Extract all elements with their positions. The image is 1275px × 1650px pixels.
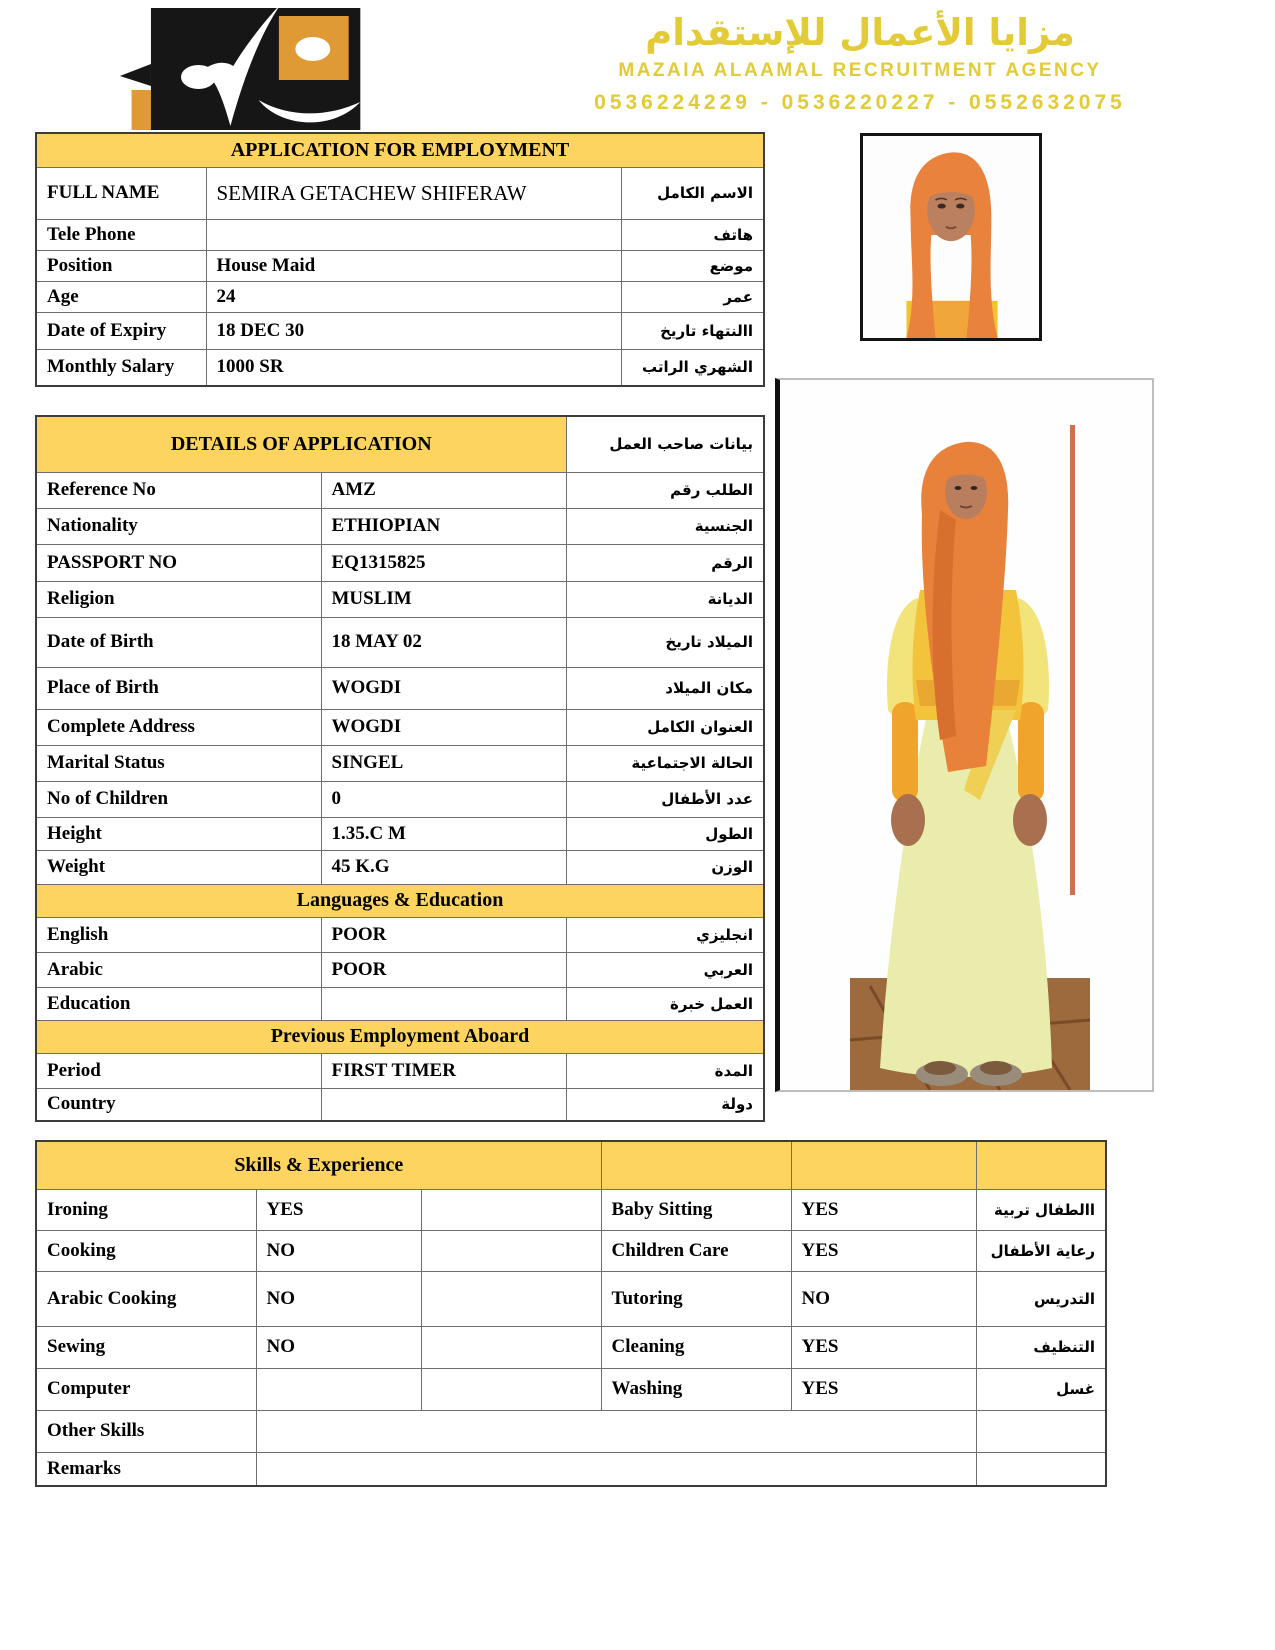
details-table-title-arabic: بيانات صاحب العمل: [566, 416, 764, 472]
field-label-arabic: الطلب رقم: [566, 472, 764, 508]
field-label: Place of Birth: [36, 667, 321, 709]
field-value: EQ1315825: [321, 544, 566, 581]
agency-name-english: MAZAIA ALAAMAL RECRUITMENT AGENCY: [618, 59, 1102, 81]
field-value: 0: [321, 781, 566, 817]
empty-cell: [976, 1452, 1106, 1486]
field-value: SINGEL: [321, 745, 566, 781]
skills-header-spacer: [791, 1141, 976, 1189]
employment-table-title: APPLICATION FOR EMPLOYMENT: [36, 133, 764, 167]
skill-value: NO: [256, 1326, 421, 1368]
skill-label: Arabic Cooking: [36, 1271, 256, 1326]
field-value: House Maid: [206, 250, 621, 281]
field-label: Age: [36, 281, 206, 312]
field-value: FIRST TIMER: [321, 1053, 566, 1088]
field-label: Monthly Salary: [36, 349, 206, 386]
field-value: 45 K.G: [321, 850, 566, 884]
empty-cell: [976, 1410, 1106, 1452]
table-row: [36, 1410, 1106, 1452]
skills-header-spacer: [601, 1141, 791, 1189]
field-label: Arabic: [36, 952, 321, 987]
table-row: [36, 508, 764, 544]
empty-cell: [421, 1326, 601, 1368]
field-label-arabic: الجنسية: [566, 508, 764, 544]
table-row: [36, 349, 764, 386]
field-value: POOR: [321, 952, 566, 987]
skill-label: Children Care: [601, 1230, 791, 1271]
table-row: [36, 617, 764, 667]
employment-table: [35, 132, 765, 387]
field-label-arabic: العمل خبرة: [566, 987, 764, 1020]
field-label-arabic: دولة: [566, 1088, 764, 1121]
table-row: [36, 709, 764, 745]
field-label: Education: [36, 987, 321, 1020]
field-label-arabic: الاسم الكامل: [621, 167, 764, 219]
field-value: [206, 219, 621, 250]
field-label-arabic: الحالة الاجتماعية: [566, 745, 764, 781]
skill-label: Washing: [601, 1368, 791, 1410]
field-value: 24: [206, 281, 621, 312]
field-label-arabic: الديانة: [566, 581, 764, 617]
table-row: [36, 250, 764, 281]
field-value: AMZ: [321, 472, 566, 508]
empty-cell: [421, 1230, 601, 1271]
applicant-passport-photo: [860, 133, 1042, 341]
field-label: Marital Status: [36, 745, 321, 781]
skill-label-arabic: التدريس: [976, 1271, 1106, 1326]
field-label: Height: [36, 817, 321, 850]
field-label: Date of Birth: [36, 617, 321, 667]
field-label-arabic: موضع: [621, 250, 764, 281]
table-row: [36, 472, 764, 508]
field-label-arabic: االنتهاء تاريخ: [621, 312, 764, 349]
field-value: 1000 SR: [206, 349, 621, 386]
field-label-arabic: العربي: [566, 952, 764, 987]
field-value: [321, 1088, 566, 1121]
field-label: Nationality: [36, 508, 321, 544]
field-label: Country: [36, 1088, 321, 1121]
field-label-arabic: المدة: [566, 1053, 764, 1088]
field-label: Complete Address: [36, 709, 321, 745]
table-row: [36, 987, 764, 1020]
skills-table-title: Skills & Experience: [36, 1141, 601, 1189]
field-label-arabic: العنوان الكامل: [566, 709, 764, 745]
field-label-arabic: عمر: [621, 281, 764, 312]
remarks-value: [256, 1452, 976, 1486]
field-label: Tele Phone: [36, 219, 206, 250]
empty-cell: [421, 1189, 601, 1230]
agency-logo-icon: [118, 4, 370, 134]
skill-value: [256, 1368, 421, 1410]
skill-value: YES: [791, 1368, 976, 1410]
table-row: [36, 1088, 764, 1121]
skill-label-arabic: رعاية الأطفال: [976, 1230, 1106, 1271]
skill-label: Sewing: [36, 1326, 256, 1368]
agency-name-arabic: مزايا الأعمال للإستقدام: [645, 11, 1075, 54]
skills-header-spacer: [976, 1141, 1106, 1189]
field-label: No of Children: [36, 781, 321, 817]
skills-table: [35, 1140, 1107, 1487]
table-row: [36, 850, 764, 884]
details-table: [35, 415, 765, 1122]
field-value: [321, 987, 566, 1020]
skill-label-arabic: التنظيف: [976, 1326, 1106, 1368]
field-label-arabic: هاتف: [621, 219, 764, 250]
field-label: Weight: [36, 850, 321, 884]
table-row: [36, 312, 764, 349]
remarks-label: Remarks: [36, 1452, 256, 1486]
languages-section-title: Languages & Education: [36, 884, 764, 917]
field-value: POOR: [321, 917, 566, 952]
table-row: [36, 1230, 1106, 1271]
field-label: FULL NAME: [36, 167, 206, 219]
skill-value: YES: [791, 1326, 976, 1368]
skill-label: Ironing: [36, 1189, 256, 1230]
table-row: [36, 1053, 764, 1088]
skill-label: Baby Sitting: [601, 1189, 791, 1230]
field-value: ETHIOPIAN: [321, 508, 566, 544]
skill-label-arabic: االطفال تربية: [976, 1189, 1106, 1230]
field-label-arabic: الطول: [566, 817, 764, 850]
skill-label-arabic: غسل: [976, 1368, 1106, 1410]
field-value: 1.35.C M: [321, 817, 566, 850]
skill-label: Tutoring: [601, 1271, 791, 1326]
field-label: Period: [36, 1053, 321, 1088]
field-label-arabic: الرقم: [566, 544, 764, 581]
field-value: 18 MAY 02: [321, 617, 566, 667]
table-row: [36, 219, 764, 250]
empty-cell: [421, 1271, 601, 1326]
field-label-arabic: الوزن: [566, 850, 764, 884]
skill-label: Cooking: [36, 1230, 256, 1271]
skill-value: NO: [791, 1271, 976, 1326]
field-label-arabic: انجليزي: [566, 917, 764, 952]
field-label: Religion: [36, 581, 321, 617]
previous-employment-section-title: Previous Employment Aboard: [36, 1020, 764, 1053]
table-row: [36, 581, 764, 617]
table-row: [36, 667, 764, 709]
field-label: English: [36, 917, 321, 952]
field-label: PASSPORT NO: [36, 544, 321, 581]
table-row: [36, 917, 764, 952]
table-row: [36, 1271, 1106, 1326]
applicant-full-body-photo: [775, 378, 1154, 1092]
agency-phone-numbers: 0536224229 - 0536220227 - 0552632075: [594, 90, 1126, 114]
table-row: [36, 1452, 1106, 1486]
field-value: SEMIRA GETACHEW SHIFERAW: [206, 167, 621, 219]
field-label-arabic: الشهري الراتب: [621, 349, 764, 386]
field-label-arabic: عدد الأطفال: [566, 781, 764, 817]
empty-cell: [421, 1368, 601, 1410]
table-row: [36, 1368, 1106, 1410]
skill-value: NO: [256, 1230, 421, 1271]
table-row: [36, 1326, 1106, 1368]
table-row: [36, 281, 764, 312]
table-row: [36, 544, 764, 581]
skill-value: NO: [256, 1271, 421, 1326]
table-row: [36, 817, 764, 850]
details-table-title: DETAILS OF APPLICATION: [36, 416, 566, 472]
field-value: WOGDI: [321, 667, 566, 709]
skill-value: YES: [256, 1189, 421, 1230]
field-value: 18 DEC 30: [206, 312, 621, 349]
table-row: [36, 952, 764, 987]
field-label: Date of Expiry: [36, 312, 206, 349]
other-skills-value: [256, 1410, 976, 1452]
field-label: Position: [36, 250, 206, 281]
field-value: WOGDI: [321, 709, 566, 745]
other-skills-label: Other Skills: [36, 1410, 256, 1452]
field-label-arabic: الميلاد تاريخ: [566, 617, 764, 667]
table-row: [36, 1189, 1106, 1230]
skill-label: Cleaning: [601, 1326, 791, 1368]
field-label-arabic: مكان الميلاد: [566, 667, 764, 709]
field-label: Reference No: [36, 472, 321, 508]
skill-value: YES: [791, 1189, 976, 1230]
skill-label: Computer: [36, 1368, 256, 1410]
field-value: MUSLIM: [321, 581, 566, 617]
agency-header: [520, 12, 1200, 115]
table-row: [36, 781, 764, 817]
table-row: [36, 167, 764, 219]
table-row: [36, 745, 764, 781]
skill-value: YES: [791, 1230, 976, 1271]
